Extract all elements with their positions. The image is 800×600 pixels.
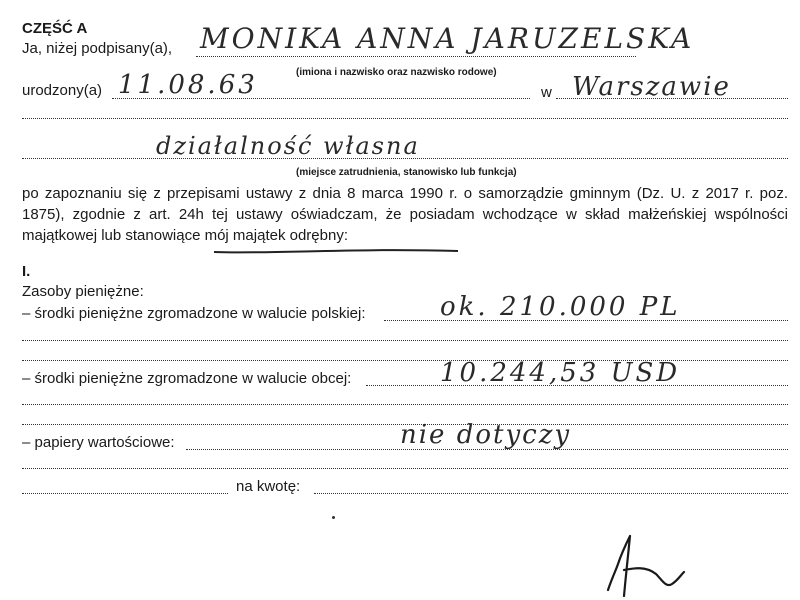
name-hint: (imiona i nazwisko oraz nazwisko rodowe) <box>296 67 497 78</box>
securities-handwritten: nie dotyczy <box>400 420 572 450</box>
signature-mark <box>600 530 690 600</box>
amount-label: na kwotę: <box>236 478 301 495</box>
name-dotted-line <box>196 56 636 57</box>
cash-pln-handwritten: ok. 210.000 PL <box>440 292 681 322</box>
section-number: I. <box>22 263 31 280</box>
birth-date-handwritten: 11.08.63 <box>118 70 258 100</box>
amount-dotted-line <box>314 493 788 494</box>
stray-dot <box>332 516 335 519</box>
birth-place-handwritten: Warszawie <box>572 72 731 102</box>
blank-dotted-line-4 <box>22 404 788 405</box>
cash-heading: Zasoby pieniężne: <box>22 283 144 300</box>
in-label: w <box>541 84 552 101</box>
signatory-label: Ja, niżej podpisany(a), <box>22 40 173 57</box>
securities-label: – papiery wartościowe: <box>22 434 175 451</box>
section-title: CZĘŚĆ A <box>22 20 88 37</box>
handwritten-underline <box>212 244 462 258</box>
amount-pre-dotted-line <box>22 493 228 494</box>
occupation-hint: (miejsce zatrudnienia, stanowisko lub funkcja) <box>296 167 517 178</box>
declaration-text: po zapoznaniu się z przepisami ustawy z dnia 8 marca 1990 r. o samorządzie gminnym (Dz. U. z 2017 r. poz. 1875), zgodnie z art. 24h tej ustawy oświadczam, że posiadam wchodzące w skład małżeńskiej wspólności majątkowej lub stanowiące mój majątek odrębny: <box>22 185 788 244</box>
occupation-handwritten: działalność własna <box>156 132 420 160</box>
cash-foreign-label: – środki pieniężne zgromadzone w walucie obcej: <box>22 370 352 387</box>
cash-foreign-handwritten: 10.244,53 USD <box>440 358 681 388</box>
name-handwritten: MONIKA ANNA JARUZELSKA <box>200 22 695 55</box>
blank-dotted-line-2 <box>22 340 788 341</box>
born-label: urodzony(a) <box>22 82 103 99</box>
blank-dotted-line-6 <box>22 468 788 469</box>
blank-dotted-line-1 <box>22 118 788 119</box>
cash-pln-label: – środki pieniężne zgromadzone w walucie polskiej: <box>22 305 366 322</box>
